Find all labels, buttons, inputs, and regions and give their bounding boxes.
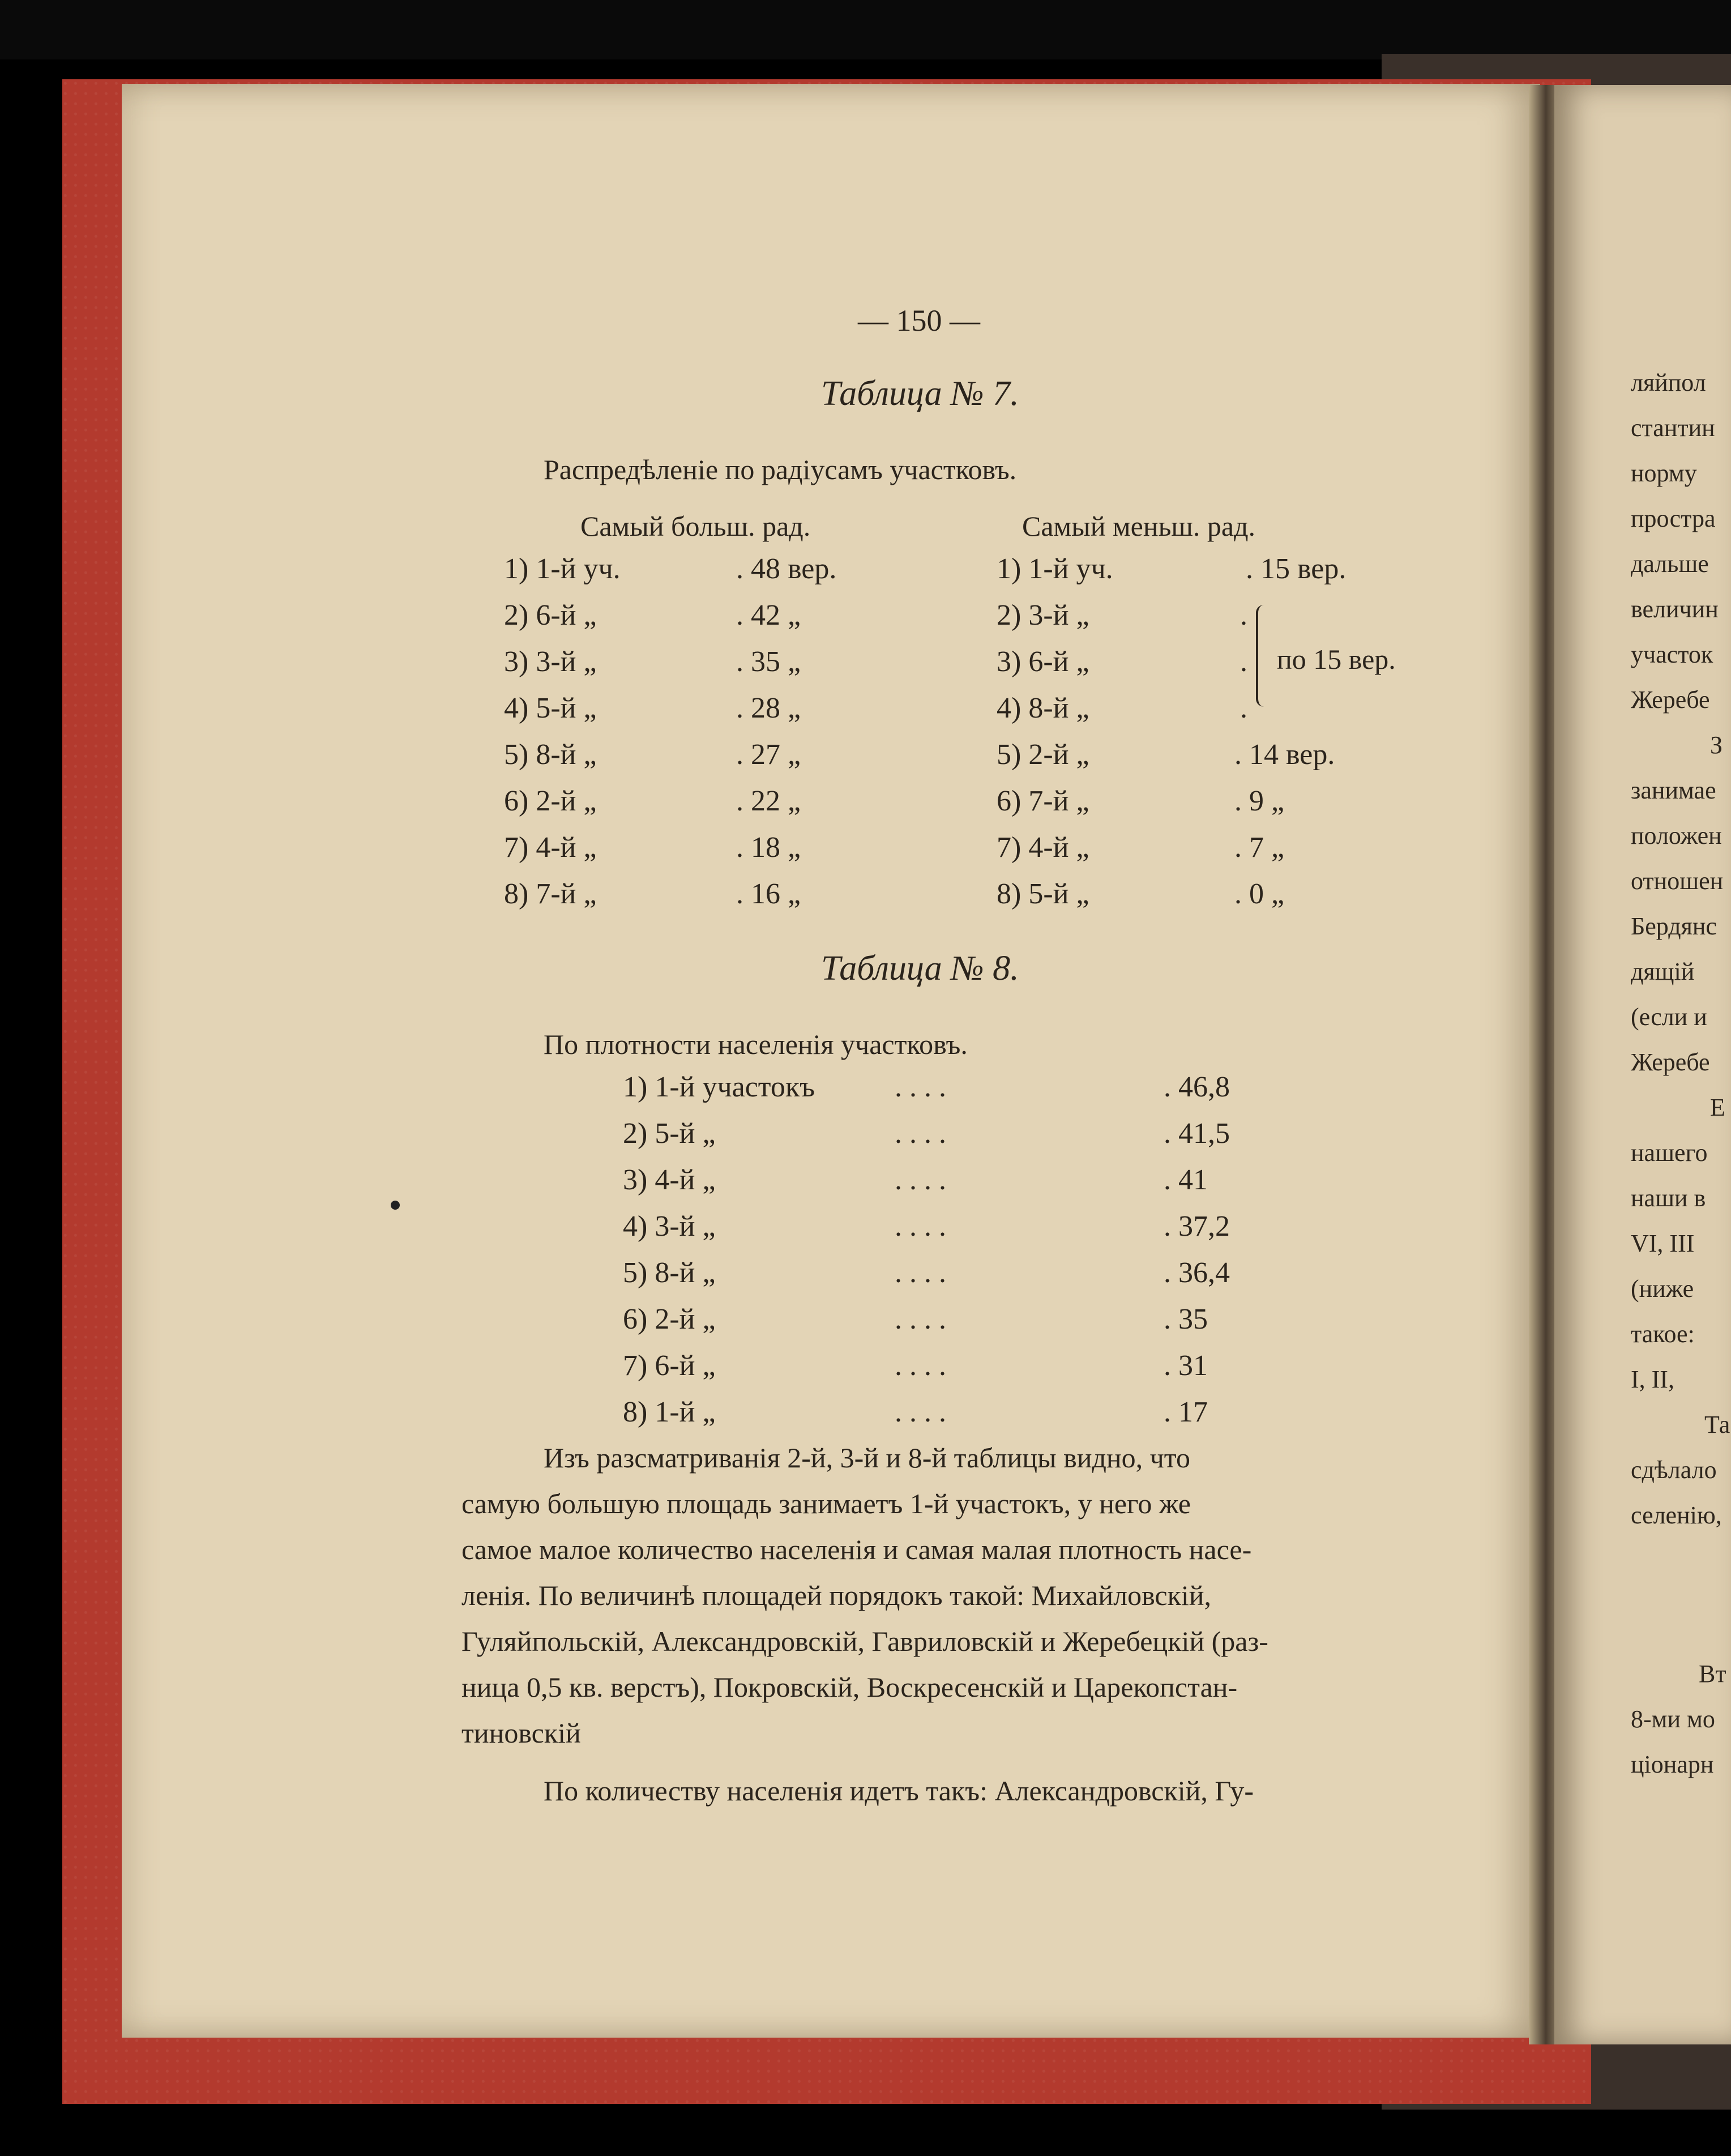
table8-row-value: . 46,8 xyxy=(1164,1071,1230,1103)
edge-line: З xyxy=(1710,731,1723,759)
table7-subtitle: Распредѣленіе по радіусамъ участковъ. xyxy=(544,454,1017,485)
edge-line: Жеребе xyxy=(1631,686,1710,714)
edge-line: дальше xyxy=(1631,550,1709,578)
table7-row-left-value: . 18 „ xyxy=(736,831,801,864)
table8-row-dots: . . . . xyxy=(895,1071,946,1103)
table7-caption: Таблица № 7. xyxy=(821,374,1019,413)
table7-brace xyxy=(1256,605,1268,707)
edge-line: дящій xyxy=(1631,958,1695,985)
table8-row-label: 1) 1-й участокъ xyxy=(623,1071,815,1103)
edge-line: отношен xyxy=(1631,867,1724,895)
paragraph-line: ленія. По величинѣ площадей порядокъ такой: Михайловскій, xyxy=(461,1579,1212,1611)
table7-row-right: 5) 2-й „ xyxy=(997,738,1089,771)
table7-row-left: 4) 5-й „ xyxy=(504,692,597,724)
edge-line: Бердянс xyxy=(1631,912,1717,940)
edge-line: Та xyxy=(1704,1411,1730,1438)
table8-subtitle: По плотности населенія участковъ. xyxy=(544,1028,968,1060)
edge-line: норму xyxy=(1631,459,1697,487)
edge-line: VI, III xyxy=(1631,1229,1695,1257)
table8-row-dots: . . . . xyxy=(895,1257,946,1289)
table7-row-right: 6) 7-й „ xyxy=(997,785,1089,817)
edge-line: Вт xyxy=(1699,1660,1726,1688)
table7-row-right-value: . 9 „ xyxy=(1234,785,1285,817)
table8-caption: Таблица № 8. xyxy=(821,949,1019,988)
edge-line: селенію, xyxy=(1631,1501,1722,1529)
table8-row-value: . 31 xyxy=(1164,1350,1208,1382)
table7-row-left: 5) 8-й „ xyxy=(504,738,597,771)
table8-row-dots: . . . . xyxy=(895,1117,946,1150)
edge-line: (если и xyxy=(1631,1003,1707,1031)
table7-row-right-value: . 15 вер. xyxy=(1246,553,1347,585)
table8-row-label: 4) 3-й „ xyxy=(623,1210,716,1243)
edge-line: занимае xyxy=(1631,776,1716,804)
table8-row-dots: . . . . xyxy=(895,1164,946,1196)
table7-row-left-value: . 35 „ xyxy=(736,646,801,678)
table8-row-label: 6) 2-й „ xyxy=(623,1303,716,1335)
table7-row-left: 8) 7-й „ xyxy=(504,878,597,910)
table8-row-dots: . . . . xyxy=(895,1396,946,1428)
table7-row-right: 7) 4-й „ xyxy=(997,831,1089,864)
table7-brace-note: по 15 вер. xyxy=(1277,643,1396,675)
edge-line: Е xyxy=(1710,1094,1725,1121)
scan-background xyxy=(0,0,1731,59)
table8-row-value: . 41,5 xyxy=(1164,1117,1230,1150)
table7-row-right: 8) 5-й „ xyxy=(997,878,1089,910)
table7-row-left-value: . 22 „ xyxy=(736,785,801,817)
edge-line: I, II, xyxy=(1631,1365,1674,1393)
edge-line: положен xyxy=(1631,822,1722,849)
page-number: — 150 — xyxy=(858,304,980,338)
table7-row-right: 1) 1-й уч. xyxy=(997,553,1113,585)
table7-row-left-value: . 28 „ xyxy=(736,692,801,724)
table8-row-dots: . . . . xyxy=(895,1303,946,1335)
edge-line: (ниже xyxy=(1631,1275,1694,1303)
table8-row-value: . 36,4 xyxy=(1164,1257,1230,1289)
table8-row-label: 3) 4-й „ xyxy=(623,1164,716,1196)
edge-line: стантин xyxy=(1631,414,1715,442)
paragraph-line: ница 0,5 кв. верстъ), Покровскій, Воскресенскій и Царекопстан- xyxy=(461,1671,1238,1703)
paragraph-line: Изъ разсматриванія 2-й, 3-й и 8-й таблицы видно, что xyxy=(544,1442,1190,1474)
edge-line: величин xyxy=(1631,595,1719,623)
edge-line: ляйпол xyxy=(1631,369,1706,396)
table7-row-left: 1) 1-й уч. xyxy=(504,553,621,585)
paragraph-line: По количеству населенія идетъ такъ: Александровскій, Гу- xyxy=(544,1775,1254,1807)
paragraph-line: самое малое количество населенія и самая малая плотность насе- xyxy=(461,1534,1252,1565)
table7-row-right: 3) 6-й „ xyxy=(997,646,1089,678)
table8-row-value: . 41 xyxy=(1164,1164,1208,1196)
table8-row-dots: . . . . xyxy=(895,1350,946,1382)
table7-left-header: Самый больш. рад. xyxy=(580,510,811,542)
table7-row-right-value: . 14 вер. xyxy=(1234,738,1335,771)
table8-row-label: 8) 1-й „ xyxy=(623,1396,716,1428)
table7-row-right-value: . xyxy=(1240,646,1247,678)
edge-line: Жеребе xyxy=(1631,1048,1710,1076)
paragraph-line: тиновскій xyxy=(461,1717,581,1749)
edge-line: нашего xyxy=(1631,1139,1708,1167)
table7-row-left: 2) 6-й „ xyxy=(504,599,597,631)
table7-row-left: 3) 3-й „ xyxy=(504,646,597,678)
table7-right-header: Самый меньш. рад. xyxy=(1022,510,1256,542)
table8-row-label: 7) 6-й „ xyxy=(623,1350,716,1382)
table7-row-right-value: . 0 „ xyxy=(1234,878,1285,910)
table7-row-left-value: . 27 „ xyxy=(736,738,801,771)
edge-line: 8-ми мо xyxy=(1631,1705,1715,1733)
table7-row-right-value: . xyxy=(1240,692,1247,724)
table8-row-value: . 37,2 xyxy=(1164,1210,1230,1243)
paragraph-line: Гуляйпольскій, Александровскій, Гавриловскій и Жеребецкій (раз- xyxy=(461,1625,1268,1657)
edge-line: участок xyxy=(1631,641,1713,668)
table7-row-right-value: . 7 „ xyxy=(1234,831,1285,864)
table8-row-dots: . . . . xyxy=(895,1210,946,1243)
table8-row-value: . 35 xyxy=(1164,1303,1208,1335)
table7-row-left-value: . 16 „ xyxy=(736,878,801,910)
edge-line: ціонарн xyxy=(1631,1751,1714,1778)
edge-line: сдѣлало xyxy=(1631,1456,1717,1484)
edge-line: наши в xyxy=(1631,1184,1706,1212)
table7-row-left: 7) 4-й „ xyxy=(504,831,597,864)
edge-line: такое: xyxy=(1631,1320,1695,1348)
paragraph-line: самую большую площадь занимаетъ 1-й участокъ, у него же xyxy=(461,1488,1191,1519)
edge-line: простра xyxy=(1631,505,1716,532)
table8-row-label: 5) 8-й „ xyxy=(623,1257,716,1289)
table7-row-left-value: . 48 вер. xyxy=(736,553,837,585)
table8-row-label: 2) 5-й „ xyxy=(623,1117,716,1150)
table7-row-right: 2) 3-й „ xyxy=(997,599,1089,631)
table7-row-left-value: . 42 „ xyxy=(736,599,801,631)
table7-row-left: 6) 2-й „ xyxy=(504,785,597,817)
table8-row-value: . 17 xyxy=(1164,1396,1208,1428)
ink-blot xyxy=(391,1201,400,1210)
table7-row-right: 4) 8-й „ xyxy=(997,692,1089,724)
table7-row-right-value: . xyxy=(1240,599,1247,631)
